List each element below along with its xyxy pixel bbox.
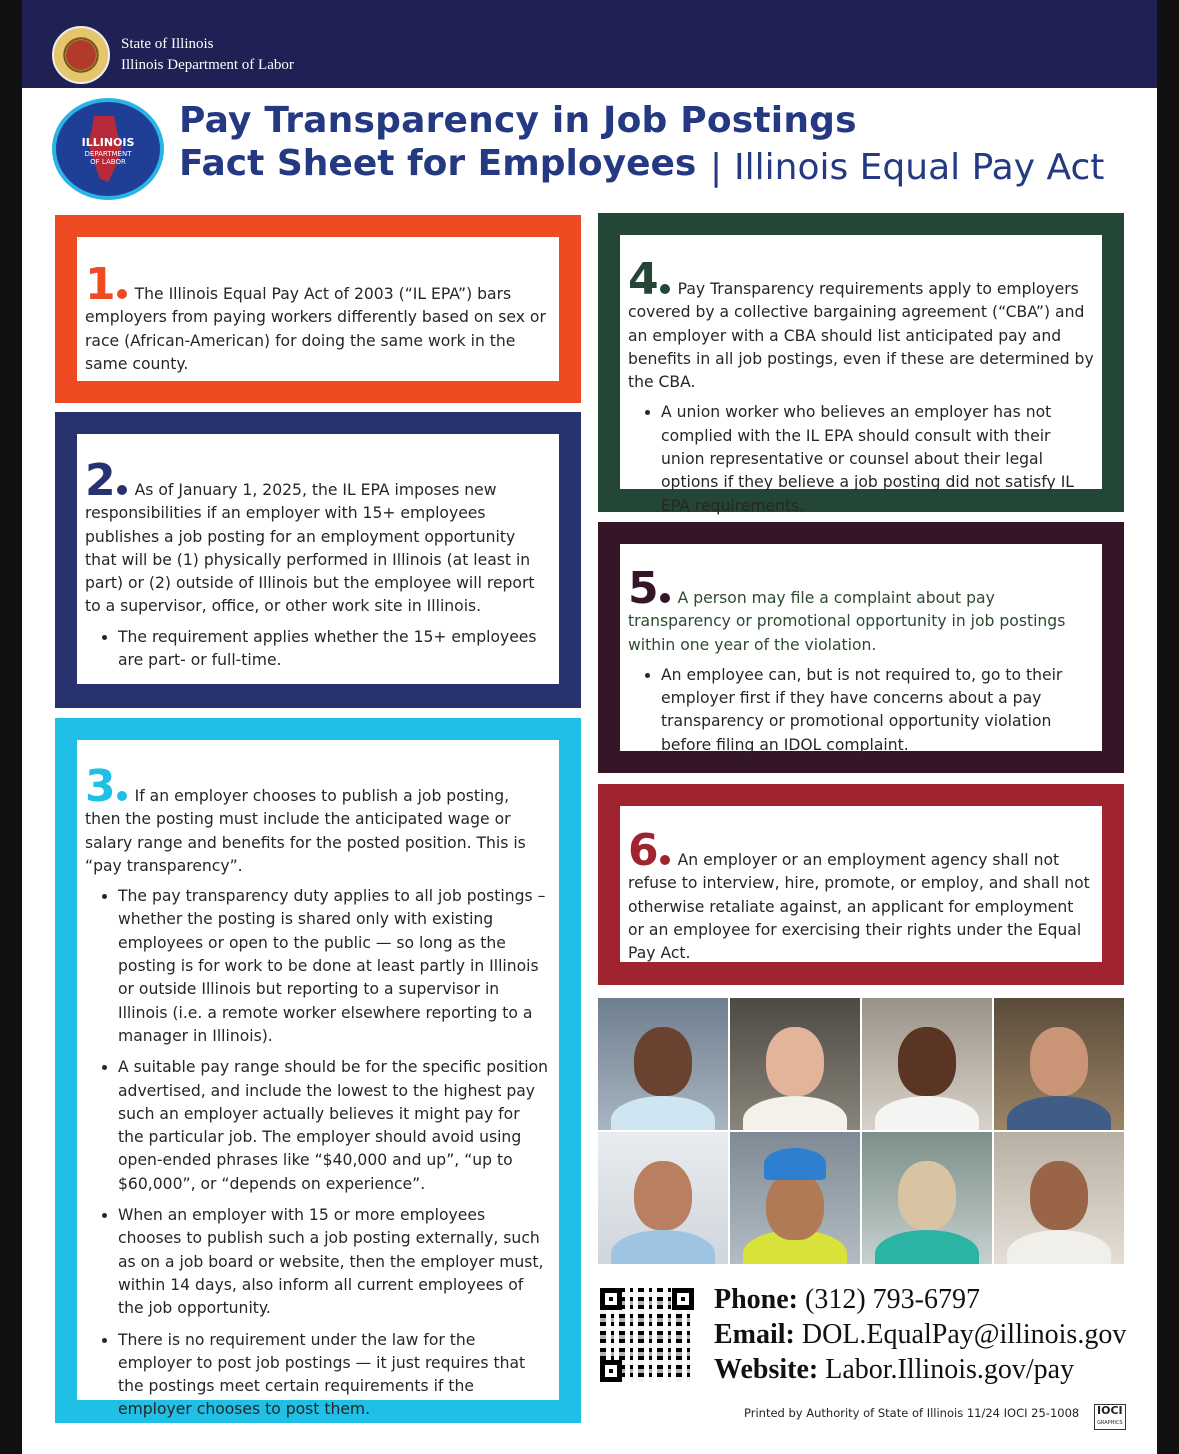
logo-subline-1: DEPARTMENT [84,150,132,158]
fact-bullet: • A suitable pay range should be for the specific position advertised, and include the lowest to the highest pay such an employer actually believes it might pay for the particular job. The employer should avoid using open-ended phrases like “$40,000 and up”, “up to $60,000”, or “depends on experience”. [118,1056,549,1196]
fact-body-5: A person may file a complaint about pay transparency or promotional opportunity in job postings within one year of the violation. [628,589,1066,654]
worker-photo-grid [598,998,1124,1264]
page-title-line2: Fact Sheet for Employees [179,143,697,184]
fact-bullet: • There is no requirement under the law for the employer to post job postings — it just requires that the postings meet certain requirements if the employer chooses to post them. [118,1329,549,1422]
worker-photo [730,998,860,1130]
page-title-line1: Pay Transparency in Job Postings [179,100,857,141]
fact-number-5: 5 [628,563,658,614]
worker-photo [598,1132,728,1264]
fact-number-1: 1 [85,259,115,310]
fact-text-4 [628,254,1094,518]
fact-text-6 [628,825,1094,965]
bullet-dot-icon [660,855,670,865]
fact-text-1 [85,259,547,376]
fact-number-3: 3 [85,761,115,812]
ioci-logo [1094,1404,1126,1430]
logo-subline-2: OF LABOR [90,158,126,166]
logo-name: ILLINOIS [81,136,135,149]
fact-sheet-page [22,0,1157,1454]
fact-box-2 [55,412,581,708]
email-label: Email: [714,1319,795,1350]
fact-box-6 [598,784,1124,985]
fact-body-3: If an employer chooses to publish a job posting, then the posting must include the anticipated wage or salary range and benefits for the posted position. This is “pay transparency”. [85,787,526,875]
header-text [121,34,294,76]
logo-subline [56,150,160,166]
bullet-dot-icon [117,791,127,801]
ioci-subtext: GRAPHICS [1097,1420,1123,1426]
fact-body-4: Pay Transparency requirements apply to employers covered by a collective bargaining agreement (“CBA”) and an employer with a CBA should list anticipated pay and benefits in all job postings, even if these are determined by the CBA. [628,280,1094,392]
fact-bullet: • A union worker who believes an employer has not complied with the IL EPA should consult with their union representative or counsel about their legal options if they believe a job posting did not satisfy IL EPA requirements. [661,401,1094,517]
fact-box-1 [55,215,581,403]
qr-code[interactable] [600,1288,694,1382]
header-bar [22,0,1157,88]
website-label: Website: [714,1354,819,1385]
fact-text-5 [628,563,1094,757]
worker-photo [862,1132,992,1264]
bullet-dot-icon [660,593,670,603]
contact-phone [714,1284,980,1316]
fact-bullets-2 [85,626,547,673]
fact-box-5 [598,522,1124,773]
header-state: State of Illinois [121,36,214,52]
worker-photo [862,998,992,1130]
fact-text-3 [85,761,549,1422]
print-authority: Printed by Authority of State of Illinois 11/24 IOCI 25-1008 [744,1406,1080,1420]
worker-photo [994,1132,1124,1264]
contact-website [714,1354,1074,1386]
fact-body-1: The Illinois Equal Pay Act of 2003 (“IL EPA”) bars employers from paying workers differently based on sex or race (African-American) for doing the same work in the same county. [85,285,546,373]
fact-body-2: As of January 1, 2025, the IL EPA imposes new responsibilities if an employer with 15+ employees publishes a job posting for an employment opportunity that will be (1) physically performed in Illinois (at least in part) or (2) outside of Illinois but the employee will report to a supervisor, office, or other work site in Illinois. [85,481,535,616]
bullet-dot-icon [660,284,670,294]
fact-bullet: • The requirement applies whether the 15+ employees are part- or full-time. [118,626,547,673]
fact-bullet: • The pay transparency duty applies to all job postings – whether the posting is shared only with existing employees or open to the public — so long as the posting is for work to be done at least partly in Illinois or outside Illinois but reporting to a supervisor in Illinois (i.e. a remote worker elsewhere reporting to a manager in Illinois). [118,885,549,1048]
fact-bullet: • An employee can, but is not required to, go to their employer first if they have concerns about a pay transparency or promotional opportunity violation before filing an IDOL complaint. [661,664,1094,757]
fact-bullets-3 [85,885,549,1422]
page-subtitle: Illinois Equal Pay Act [734,147,1105,188]
fact-bullet: • When an employer with 15 or more employees chooses to publish such a job posting externally, such as on a job board or website, then the employer must, within 14 days, also inform all current employees of the job opportunity. [118,1204,549,1320]
worker-photo [598,998,728,1130]
bullet-dot-icon [117,485,127,495]
website-link[interactable]: Labor.Illinois.gov/pay [825,1354,1075,1385]
ioci-text: IOCI [1097,1404,1123,1417]
fact-box-3 [55,718,581,1423]
fact-bullets-4 [628,401,1094,517]
phone-label: Phone: [714,1284,798,1315]
fact-number-4: 4 [628,254,658,305]
phone-value[interactable]: (312) 793-6797 [805,1284,980,1315]
fact-body-6: An employer or an employment agency shall not refuse to interview, hire, promote, or employ, and shall not otherwise retaliate against, an applicant for employment or an employee for exercising their rights under the Equal Pay Act. [628,851,1090,963]
fact-bullets-5 [628,664,1094,757]
state-seal-icon [52,26,110,84]
worker-photo [994,998,1124,1130]
idol-logo [52,98,164,200]
header-department: Illinois Department of Labor [121,57,294,73]
title-separator: | [710,147,723,188]
fact-box-4 [598,213,1124,515]
contact-email [714,1319,1126,1351]
bullet-dot-icon [117,289,127,299]
worker-photo [730,1132,860,1264]
illinois-map-icon [86,116,126,182]
email-value[interactable]: DOL.EqualPay@illinois.gov [801,1319,1127,1350]
fact-number-2: 2 [85,455,115,506]
fact-number-6: 6 [628,825,658,876]
fact-text-2 [85,455,547,672]
